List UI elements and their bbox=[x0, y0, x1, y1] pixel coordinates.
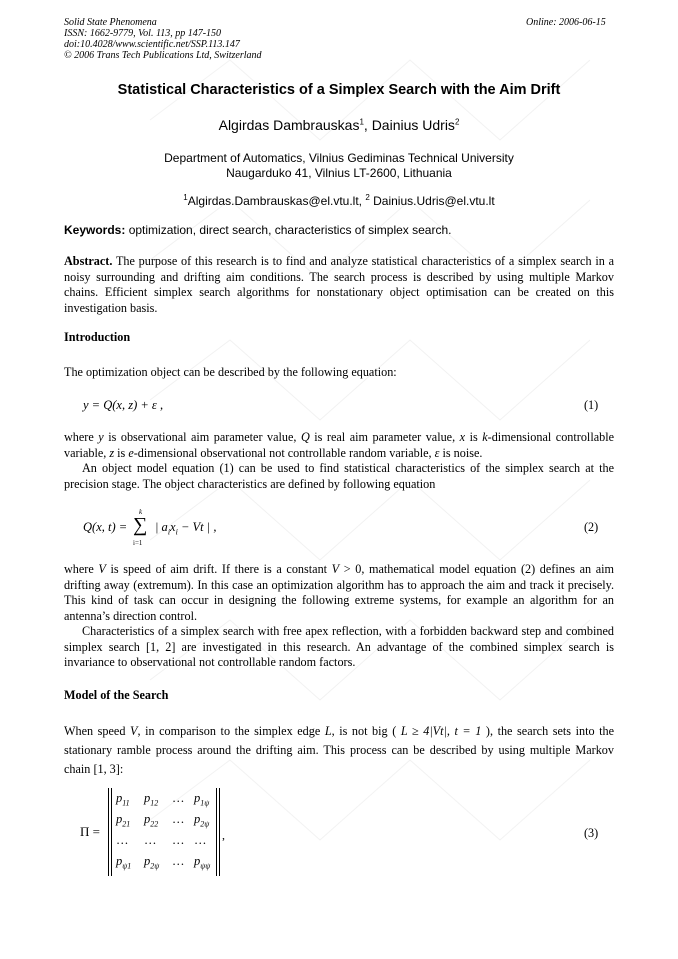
eq3-lhs: Π = bbox=[80, 824, 100, 839]
abstract-label: Abstract. bbox=[64, 254, 113, 268]
p4-text-c: > 0, mathematical model equation (2) defines an aim drifting away (extremum). In this case an optimization algorithm has to approach the aim and track it precisely. This kind of task can occur in designing the following extreme systems, for example an algorithm for an antenna’s direction control. bbox=[64, 562, 614, 623]
matrix-cell-r1-c4: $p_{1\psi}$ bbox=[194, 791, 210, 808]
matrix-cell-r2-c3: … bbox=[172, 812, 185, 826]
equation-3-matrix bbox=[68, 788, 248, 878]
p2-text-h: is noise. bbox=[439, 445, 483, 460]
abstract-text: The purpose of this research is to find and analyze statistical characteristics of a simplex search in a noisy surrounding and drifting aim conditions. The search process is described by using multiple Markov chains. Efficient simplex search algorithms for nonstationary object optimisation can be created on this investigation basis. bbox=[64, 254, 614, 315]
section-heading-model: Model of the Search bbox=[64, 688, 169, 702]
header-online-date: Online: 2006-06-15 bbox=[526, 17, 606, 28]
keywords-label: Keywords: bbox=[64, 223, 126, 237]
email-2: Dainius.Udris@el.vtu.lt bbox=[369, 194, 495, 208]
matrix-cell-r2-c4: $p_{2\psi}$ bbox=[194, 812, 210, 829]
eq2-sum-sign: ∑ bbox=[133, 514, 148, 536]
header-journal-name: Solid State Phenomena bbox=[64, 17, 157, 28]
var-z: z bbox=[109, 445, 115, 460]
eq2-sum-upper: k bbox=[139, 508, 143, 516]
abstract bbox=[64, 254, 614, 316]
matrix-cell-r1-c2: $p_{12}$ bbox=[144, 791, 159, 808]
matrix-cell-r4-c3: … bbox=[172, 854, 185, 868]
intro-paragraph-1: The optimization object can be described by the following equation: bbox=[64, 365, 397, 379]
affiliation bbox=[0, 151, 678, 181]
p2-text-c: is real aim parameter value, bbox=[309, 430, 460, 444]
m1-text-c: , is not big ( bbox=[331, 724, 401, 738]
header-copyright: © 2006 Trans Tech Publications Ltd, Switzerland bbox=[64, 50, 262, 61]
intro-paragraph-5: Characteristics of a simplex search with free apex reflection, with a forbidden backward step and combined simplex search [1, 2] are investigated in this research. An advantage of the combined simplex search is invariance to observational not controllable random factors. bbox=[64, 624, 614, 669]
eq2-x: x bbox=[170, 520, 176, 534]
var-e: e bbox=[128, 445, 134, 460]
author-list bbox=[0, 117, 678, 133]
equation-1-number: (1) bbox=[584, 398, 599, 412]
author-emails bbox=[0, 193, 678, 208]
equation-2 bbox=[83, 508, 303, 549]
p2-text-b: is observational aim parameter value, bbox=[103, 430, 301, 444]
matrix-cell-r2-c1: $p_{21}$ bbox=[116, 812, 131, 829]
matrix-cell-r3-c2: … bbox=[144, 833, 157, 847]
eq2-sub-i2: i bbox=[175, 527, 178, 537]
email-separator: , bbox=[358, 194, 366, 208]
matrix-cell-r3-c3: … bbox=[172, 833, 185, 847]
var-V-2: V bbox=[331, 562, 340, 576]
keywords-text: optimization, direct search, characteristics of simplex search. bbox=[125, 223, 452, 237]
p2-text-g: -dimensional observational not controllable random variable, bbox=[133, 445, 435, 460]
eq2-abs-a: | a bbox=[155, 520, 168, 534]
intro-paragraph-2 bbox=[64, 430, 614, 492]
eq2-sum-lower: i=1 bbox=[133, 539, 143, 547]
p4-text-a: where bbox=[64, 562, 99, 576]
var-x: x bbox=[459, 430, 466, 444]
section-heading-introduction: Introduction bbox=[64, 330, 131, 344]
eq2-sub-i1: i bbox=[167, 527, 171, 537]
model-paragraph-1 bbox=[64, 722, 614, 779]
email-1: Algirdas.Dambrauskas@el.vtu.lt bbox=[187, 194, 359, 208]
intro-paragraph-3: An object model equation (1) can be used to find statistical characteristics of the simplex search at the precision stage. The object characteristics are defined by following equation bbox=[64, 461, 614, 491]
var-y: y bbox=[98, 430, 104, 444]
equation-1: y = Q(x, z) + ε , bbox=[83, 398, 164, 412]
matrix-cell-r4-c1: $p_{\psi 1}$ bbox=[116, 854, 132, 871]
m1-text-d: ), the search sets into the stationary ramble process around the drifting aim. This process can be described by using multiple Markov chain [1, 3]: bbox=[64, 724, 615, 776]
paper-title: Statistical Characteristics of a Simplex Search with the Aim Drift bbox=[117, 82, 561, 98]
m1-text-a: When speed bbox=[64, 724, 130, 738]
eq2-rhs bbox=[155, 520, 216, 537]
matrix-cell-r4-c4: $p_{\psi\psi}$ bbox=[194, 854, 211, 871]
author-2: Dainius Udris bbox=[371, 117, 455, 133]
author-1: Algirdas Dambrauskas bbox=[218, 117, 360, 133]
matrix-right-bar bbox=[216, 788, 220, 876]
eq2-rest: − Vt | , bbox=[177, 520, 217, 534]
var-Q: Q bbox=[300, 430, 310, 444]
eq3-tail: , bbox=[222, 828, 225, 842]
matrix-cell-r4-c2: $p_{2\psi}$ bbox=[144, 854, 160, 871]
email-2-mark: 2 bbox=[365, 193, 370, 202]
affiliation-line-2: Naugarduko 41, Vilnius LT-2600, Lithuania bbox=[226, 166, 452, 180]
p2-text-f: is bbox=[114, 445, 129, 460]
journal-header bbox=[64, 17, 262, 61]
speed-condition: L ≥ 4|Vt|, t = 1 bbox=[400, 724, 482, 738]
matrix-cell-r3-c1: … bbox=[116, 833, 129, 847]
p2-text-a: where bbox=[64, 430, 99, 444]
header-issn: ISSN: 1662-9779, Vol. 113, pp 147-150 bbox=[64, 28, 222, 39]
header-doi: doi:10.4028/www.scientific.net/SSP.113.147 bbox=[64, 39, 240, 50]
p2-text-d: is bbox=[465, 430, 483, 444]
author-1-mark: 1 bbox=[359, 117, 364, 127]
matrix-left-bar bbox=[108, 788, 112, 876]
var-V-3: V bbox=[130, 724, 138, 738]
var-k: k bbox=[482, 430, 488, 444]
eq2-lhs: Q(x, t) = bbox=[83, 520, 128, 534]
m1-text-b: , in comparison to the simplex edge bbox=[137, 724, 325, 738]
equation-3-number: (3) bbox=[584, 826, 599, 840]
matrix-cell-r1-c1: $p_{11}$ bbox=[116, 791, 130, 808]
author-separator: , bbox=[363, 117, 372, 133]
matrix-cell-r1-c3: … bbox=[172, 791, 185, 805]
matrix-cell-r2-c2: $p_{22}$ bbox=[144, 812, 159, 829]
author-2-mark: 2 bbox=[454, 117, 460, 127]
p2-text-e: -dimensional controllable variable, bbox=[64, 430, 615, 460]
matrix-cell-r3-c4: … bbox=[194, 833, 207, 847]
var-L: L bbox=[324, 724, 332, 738]
p4-text-b: is speed of aim drift. If there is a constant bbox=[105, 562, 332, 576]
var-epsilon: ε bbox=[434, 445, 440, 460]
var-V: V bbox=[98, 562, 106, 576]
equation-2-number: (2) bbox=[584, 520, 599, 534]
affiliation-line-1: Department of Automatics, Vilnius Gediminas Technical University bbox=[164, 151, 514, 165]
keywords bbox=[64, 223, 451, 237]
intro-paragraph-4 bbox=[64, 562, 614, 671]
email-1-mark: 1 bbox=[183, 193, 188, 202]
